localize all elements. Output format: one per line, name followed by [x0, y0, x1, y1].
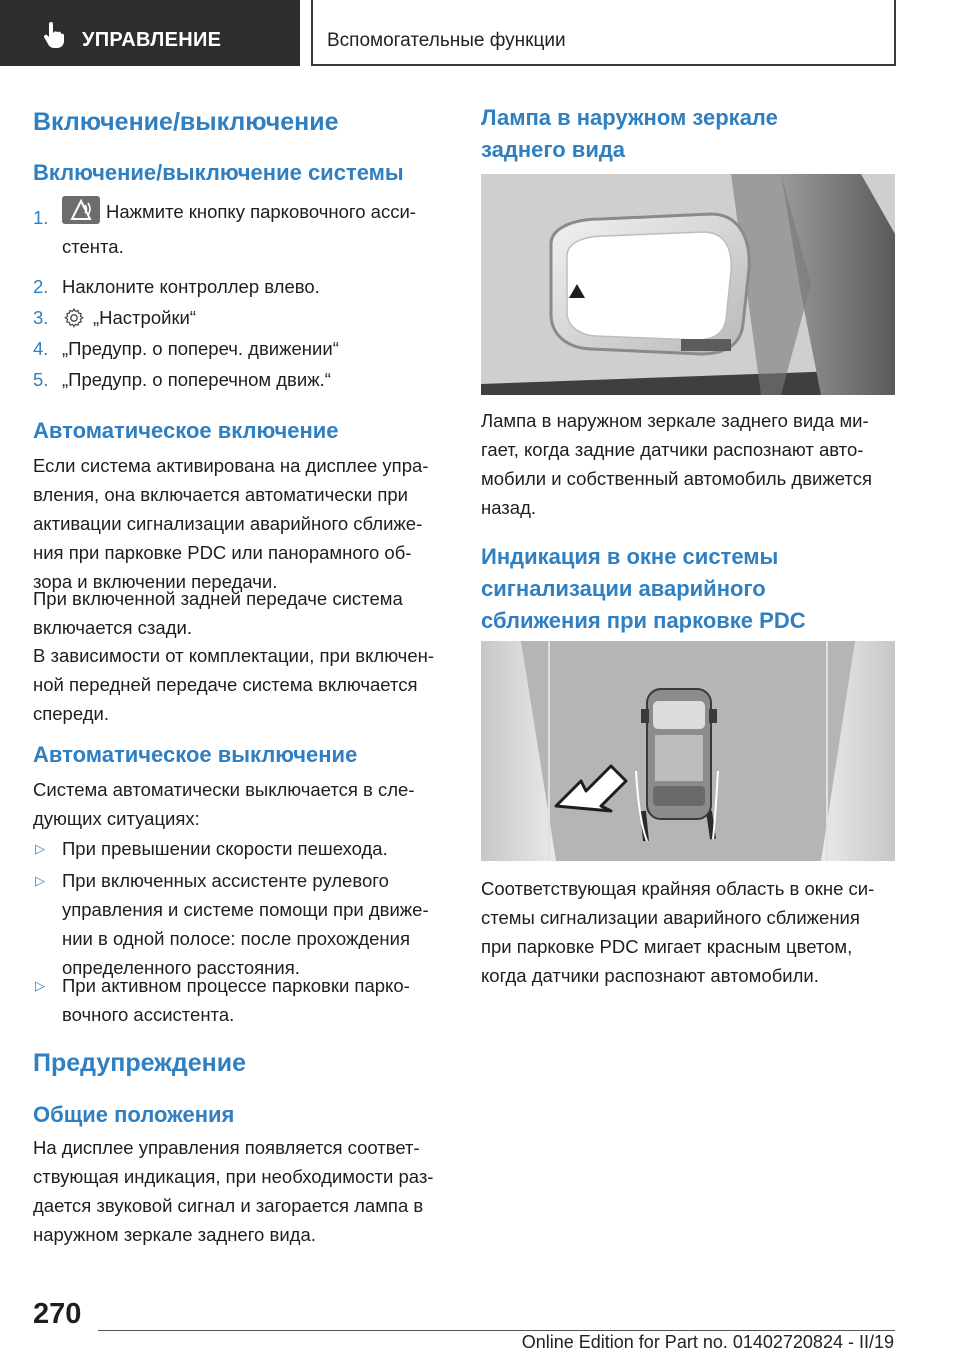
- step-number: 2.: [33, 276, 49, 297]
- heading-auto-on: Автоматическое включение: [33, 418, 339, 443]
- step-number: 1.: [33, 207, 49, 228]
- paragraph-auto-on-2: При включенной задней передаче система включается сзади.: [33, 588, 403, 638]
- paragraph-auto-on-1: Если система активирована на дисплее упра- вления, она включается автоматически при активации сигнализации аварийного сближе- ния при парковке PDC или панорамного об- зора и включении передачи.: [33, 455, 429, 592]
- footer-edition: Online Edition for Part no. 01402720824 - II/19: [521, 1332, 894, 1352]
- paragraph-auto-on-3: В зависимости от комплектации, при включен- ной передней передаче система включается спереди.: [33, 645, 434, 724]
- triangle-bullet-icon: ▷: [35, 978, 45, 993]
- bullet-item: При превышении скорости пешехода.: [62, 838, 388, 859]
- paragraph-general: На дисплее управления появляется соответ- ствующая индикация, при необходимости раз- дается звуковой сигнал и загорается лампа в наружном зеркале заднего вида.: [33, 1137, 434, 1245]
- subsection-header: [311, 0, 896, 66]
- heading-auto-off: Автоматическое выключение: [33, 742, 358, 767]
- heading-pdc-display: Индикация в окне системы сигнализации аварийного сближения при парковке PDC: [481, 544, 806, 633]
- page-number: 270: [33, 1298, 82, 1330]
- subsection-title: Вспомогательные функции: [327, 30, 566, 51]
- step-number: 4.: [33, 338, 49, 359]
- bullet-item: При включенных ассистенте рулевого управления и системе помощи при движе- нии в одной полосе: после прохождения определенного расстояния.: [62, 870, 429, 978]
- step-number: 3.: [33, 307, 49, 328]
- step-item: „Настройки“: [93, 307, 197, 328]
- pdc-display-illustration: [481, 641, 895, 861]
- hand-pointer-icon: [40, 22, 66, 48]
- step-item: Наклоните контроллер влево.: [62, 276, 320, 297]
- section-title: УПРАВЛЕНИЕ: [82, 29, 222, 51]
- triangle-bullet-icon: ▷: [35, 873, 45, 888]
- paragraph-pdc-display: Соответствующая крайняя область в окне си- стемы сигнализации аварийного сближения при парковке PDC мигает красным цветом, когда датчики распознают автомобили.: [481, 878, 875, 986]
- heading-mirror-lamp: Лампа в наружном зеркале заднего вида: [481, 105, 778, 162]
- step-item: Нажмите кнопку парковочного асси-: [62, 196, 452, 226]
- parking-assistant-button-icon: [62, 196, 100, 224]
- heading-general: Общие положения: [33, 1102, 235, 1127]
- section-header: [0, 0, 300, 66]
- footer-divider: [98, 1330, 895, 1331]
- heading-warning: Предупреждение: [33, 1049, 247, 1077]
- step-number: 5.: [33, 369, 49, 390]
- heading-on-off: Включение/выключение: [33, 108, 339, 136]
- step-item: „Предупр. о поперечном движ.“: [62, 369, 331, 390]
- step-item: „Предупр. о попереч. движении“: [62, 338, 339, 359]
- paragraph-mirror-lamp: Лампа в наружном зеркале заднего вида ми- гает, когда задние датчики распознают авто- мобили и собственный автомобиль движется назад.: [481, 410, 872, 518]
- step-item-continued: стента.: [62, 236, 124, 257]
- heading-on-off-system: Включение/выключение системы: [33, 160, 404, 185]
- paragraph-auto-off: Система автоматически выключается в сле- дующих ситуациях:: [33, 779, 415, 829]
- mirror-illustration: [481, 174, 895, 395]
- gear-icon: [63, 307, 85, 329]
- bullet-item: При активном процессе парковки парко- вочного ассистента.: [62, 975, 410, 1025]
- triangle-bullet-icon: ▷: [35, 841, 45, 856]
